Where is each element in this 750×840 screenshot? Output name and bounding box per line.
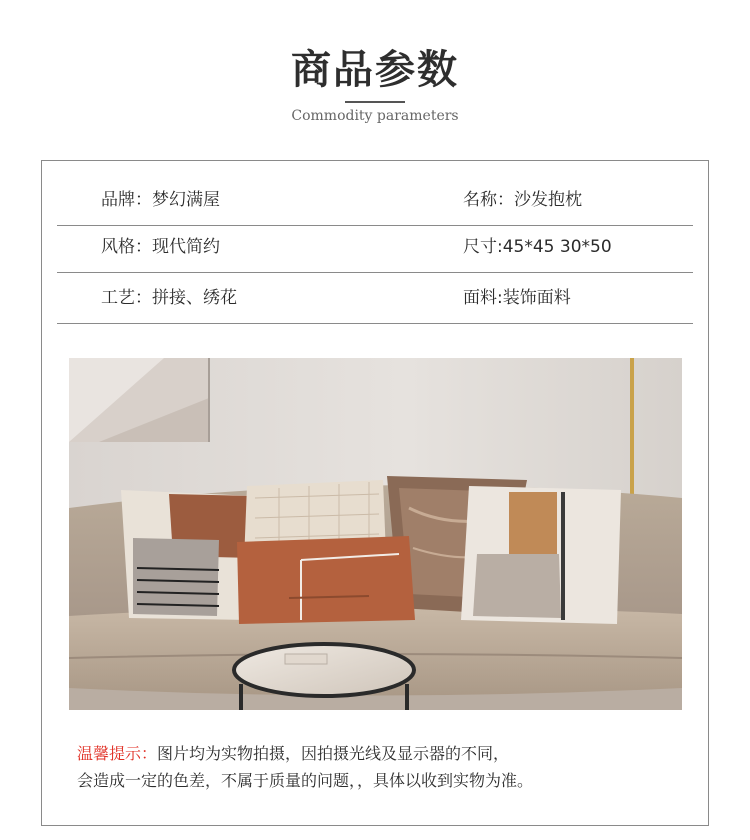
spec-row-3 <box>57 273 693 324</box>
spec-name: 名称：沙发抱枕 <box>463 190 582 210</box>
spec-row-1 <box>57 175 693 226</box>
spec-brand: 品牌：梦幻满屋 <box>101 190 220 210</box>
spec-row-2 <box>57 222 693 273</box>
spec-size: 尺寸:45*45 30*50 <box>463 237 612 257</box>
spec-style: 风格：现代简约 <box>101 237 220 257</box>
notice-label: 温馨提示： <box>77 744 158 763</box>
notice <box>77 740 697 794</box>
spec-craft: 工艺：拼接、绣花 <box>101 288 237 308</box>
page-subtitle: Commodity parameters <box>291 108 459 124</box>
notice-line-2: 会造成一定的色差，不属于质量的问题，，具体以收到实物为准。 <box>77 771 534 790</box>
product-photo <box>69 358 682 710</box>
page-title: 商品参数 <box>291 47 459 93</box>
title-underline <box>345 101 405 103</box>
spec-fabric: 面料:装饰面料 <box>463 288 571 308</box>
notice-line-1: 图片均为实物拍摄，因拍摄光线及显示器的不同， <box>157 744 510 763</box>
